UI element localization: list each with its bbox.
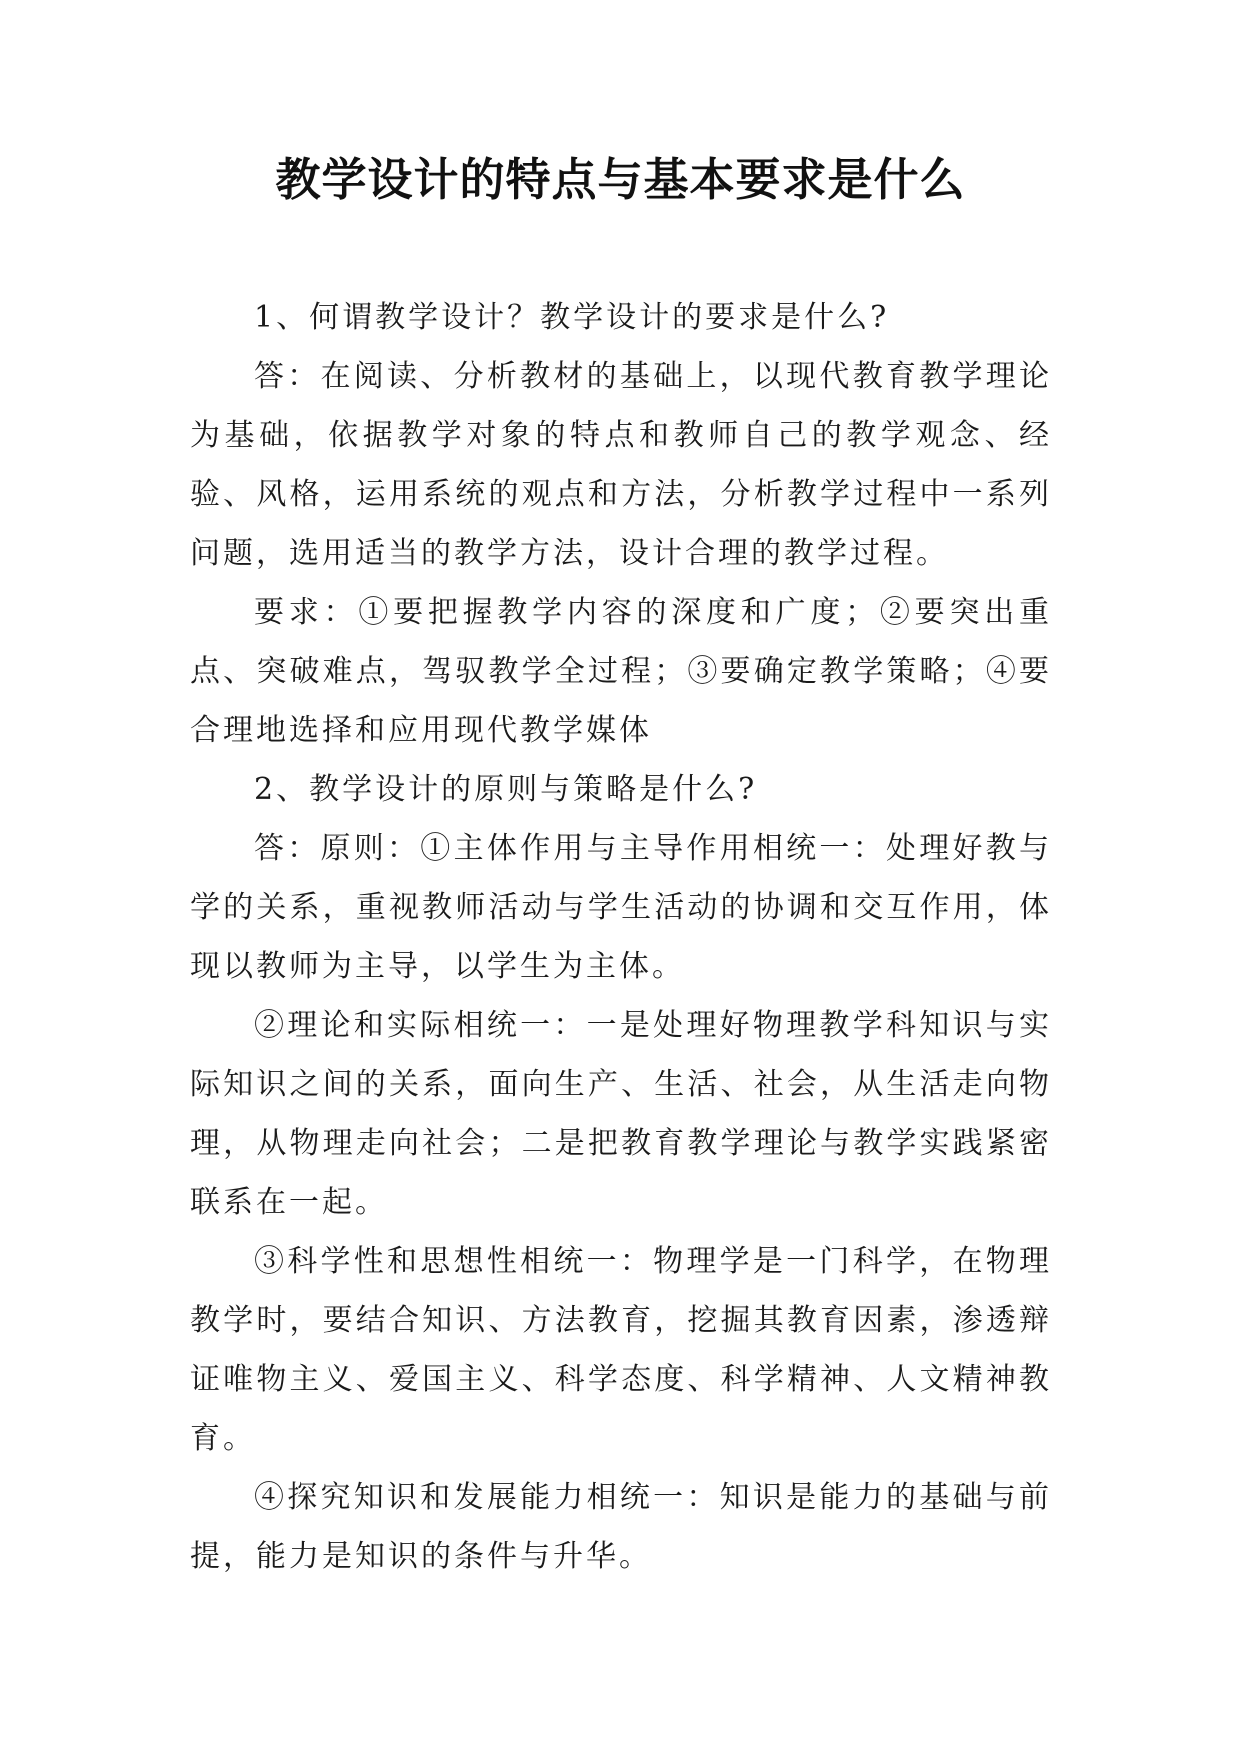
question-1: 1、何谓教学设计？教学设计的要求是什么? [254, 300, 890, 335]
principle-4-paragraph: ④探究知识和发展能力相统一：知识是能力的基础与前提，能力是知识的条件与升华。 [190, 1480, 1052, 1574]
principle-2-paragraph: ②理论和实际相统一：一是处理好物理教学科知识与实际知识之间的关系，面向生产、生活、社会，从生活走向物理，从物理走向社会；二是把教育教学理论与教学实践紧密联系在一起。 [190, 1008, 1052, 1220]
document-body [190, 288, 1052, 1586]
principle-3-paragraph: ③科学性和思想性相统一：物理学是一门科学，在物理教学时，要结合知识、方法教育，挖掘其教育因素，渗透辩证唯物主义、爱国主义、科学态度、科学精神、人文精神教育。 [190, 1244, 1052, 1456]
document-title: 教学设计的特点与基本要求是什么 [275, 153, 966, 206]
requirements-paragraph: 要求：①要把握教学内容的深度和广度；②要突出重点、突破难点，驾驭教学全过程；③要确定教学策略；④要合理地选择和应用现代教学媒体 [190, 595, 1052, 748]
question-2: 2、教学设计的原则与策略是什么? [254, 772, 758, 807]
answer-1: 答：在阅读、分析教材的基础上，以现代教育教学理论为基础，依据教学对象的特点和教师自己的教学观念、经验、风格，运用系统的观点和方法，分析教学过程中一系列问题，选用适当的教学方法，设计合理的教学过程。 [190, 359, 1052, 571]
principle-1-paragraph: 答：原则：①主体作用与主导作用相统一：处理好教与学的关系，重视教师活动与学生活动的协调和交互作用，体现以教师为主导，以学生为主体。 [190, 831, 1052, 984]
